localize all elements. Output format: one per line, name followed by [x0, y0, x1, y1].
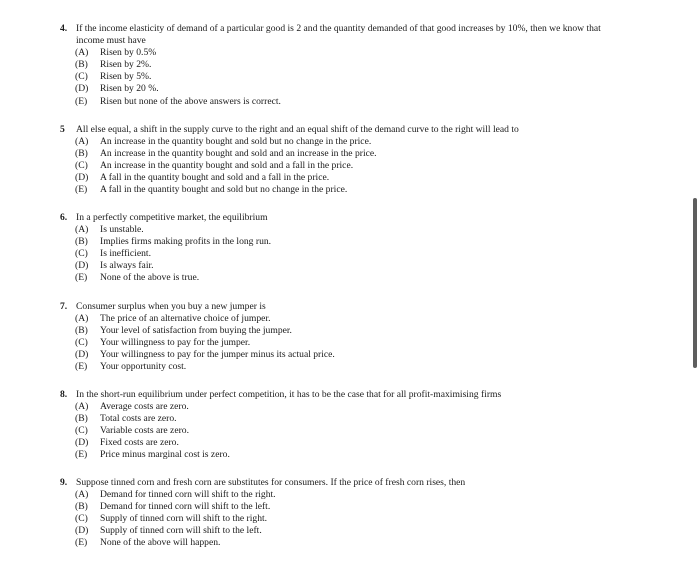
question-5: [60, 124, 630, 197]
option-text: Price minus marginal cost is zero.: [100, 449, 230, 461]
option-label: (B): [75, 59, 88, 71]
option-label: (D): [75, 437, 89, 449]
option-text: None of the above is true.: [100, 272, 200, 284]
option-text: Your level of satisfaction from buying the jumper.: [100, 325, 292, 337]
option-label: (A): [75, 136, 89, 148]
question-number: 7.: [60, 301, 68, 312]
option-a: [60, 489, 630, 501]
option-e: [60, 449, 630, 461]
option-text: Risen by 5%.: [100, 71, 152, 83]
option-label: (B): [75, 501, 88, 513]
option-c: [60, 160, 630, 172]
option-text: Demand for tinned corn will shift to the right.: [100, 489, 276, 501]
option-label: (B): [75, 236, 88, 248]
option-c: [60, 248, 630, 260]
option-a: [60, 47, 630, 59]
option-label: (E): [75, 272, 88, 284]
option-text: Your opportunity cost.: [100, 361, 187, 373]
option-text: Risen by 0.5%: [100, 47, 157, 59]
option-text: An increase in the quantity bought and sold and a fall in the price.: [100, 160, 354, 172]
question-9: [60, 477, 630, 550]
option-d: [60, 83, 630, 95]
question-8: [60, 389, 630, 462]
option-e: [60, 272, 630, 284]
question-text: Suppose tinned corn and fresh corn are substitutes for consumers. If the price of fresh corn rises, then: [76, 477, 466, 488]
option-text: Supply of tinned corn will shift to the left.: [100, 525, 262, 537]
question-text: In a perfectly competitive market, the equilibrium: [76, 212, 268, 223]
option-b: [60, 501, 630, 513]
option-b: [60, 59, 630, 71]
option-label: (A): [75, 489, 89, 501]
option-d: [60, 437, 630, 449]
option-a: [60, 313, 630, 325]
option-text: Supply of tinned corn will shift to the right.: [100, 513, 268, 525]
question-7: [60, 301, 630, 374]
option-b: [60, 236, 630, 248]
question-number: 4.: [60, 23, 68, 34]
option-c: [60, 337, 630, 349]
option-label: (D): [75, 349, 89, 361]
option-text: Is always fair.: [100, 260, 154, 272]
option-b: [60, 413, 630, 425]
option-text: A fall in the quantity bought and sold but no change in the price.: [100, 184, 348, 196]
option-text: Your willingness to pay for the jumper.: [100, 337, 251, 349]
option-e: [60, 96, 630, 108]
option-d: [60, 172, 630, 184]
option-e: [60, 184, 630, 196]
option-text: Variable costs are zero.: [100, 425, 189, 437]
option-c: [60, 425, 630, 437]
question-4: [60, 23, 630, 108]
option-b: [60, 325, 630, 337]
option-b: [60, 148, 630, 160]
option-text: Your willingness to pay for the jumper minus its actual price.: [100, 349, 335, 361]
option-text: None of the above will happen.: [100, 537, 221, 549]
option-label: (A): [75, 401, 89, 413]
option-label: (D): [75, 525, 89, 537]
option-c: [60, 513, 630, 525]
option-label: (A): [75, 224, 89, 236]
option-label: (D): [75, 172, 89, 184]
option-e: [60, 537, 630, 549]
option-text: Risen but none of the above answers is correct.: [100, 95, 281, 107]
option-label: (D): [75, 83, 89, 95]
option-text: An increase in the quantity bought and sold and an increase in the price.: [100, 148, 377, 160]
question-number: 8.: [60, 389, 68, 400]
option-e: [60, 361, 630, 373]
option-text: Total costs are zero.: [100, 413, 177, 425]
option-label: (E): [75, 537, 88, 549]
option-text: The price of an alternative choice of jumper.: [100, 313, 271, 325]
option-text: Fixed costs are zero.: [100, 437, 179, 449]
question-text: In the short-run equilibrium under perfect competition, it has to be the case that for all profit-maximising firms: [76, 389, 502, 400]
option-label: (C): [75, 513, 88, 525]
option-c: [60, 71, 630, 83]
question-number: 5: [60, 124, 65, 135]
option-label: (B): [75, 325, 88, 337]
option-text: Implies firms making profits in the long run.: [100, 236, 272, 248]
question-text: All else equal, a shift in the supply curve to the right and an equal shift of the demand curve to the right will lead to: [76, 124, 519, 135]
option-a: [60, 401, 630, 413]
question-text: If the income elasticity of demand of a particular good is 2 and the quantity demanded of that good increases by 10%, then we know that income must have: [76, 23, 601, 47]
option-label: (C): [75, 248, 88, 260]
option-label: (D): [75, 260, 89, 272]
option-label: (E): [75, 95, 88, 107]
option-label: (E): [75, 184, 88, 196]
option-label: (E): [75, 361, 88, 373]
option-text: An increase in the quantity bought and sold but no change in the price.: [100, 136, 372, 148]
option-text: Average costs are zero.: [100, 401, 189, 413]
option-text: Demand for tinned corn will shift to the left.: [100, 501, 271, 513]
question-number: 9.: [60, 477, 68, 488]
option-d: [60, 525, 630, 537]
option-label: (C): [75, 160, 88, 172]
option-a: [60, 224, 630, 236]
option-label: (E): [75, 449, 88, 461]
option-d: [60, 260, 630, 272]
option-text: Risen by 20 %.: [100, 83, 159, 95]
option-label: (A): [75, 47, 89, 59]
question-text: Consumer surplus when you buy a new jumper is: [76, 301, 266, 312]
scrollbar-thumb[interactable]: [693, 198, 697, 368]
option-label: (A): [75, 313, 89, 325]
question-6: [60, 212, 630, 285]
option-label: (C): [75, 71, 88, 83]
option-a: [60, 136, 630, 148]
option-label: (B): [75, 148, 88, 160]
option-text: Is unstable.: [100, 224, 144, 236]
question-number: 6.: [60, 212, 68, 223]
option-text: A fall in the quantity bought and sold and a fall in the price.: [100, 172, 330, 184]
option-label: (C): [75, 337, 88, 349]
option-label: (B): [75, 413, 88, 425]
option-label: (C): [75, 425, 88, 437]
option-text: Risen by 2%.: [100, 59, 152, 71]
option-text: Is inefficient.: [100, 248, 151, 260]
option-d: [60, 349, 630, 361]
